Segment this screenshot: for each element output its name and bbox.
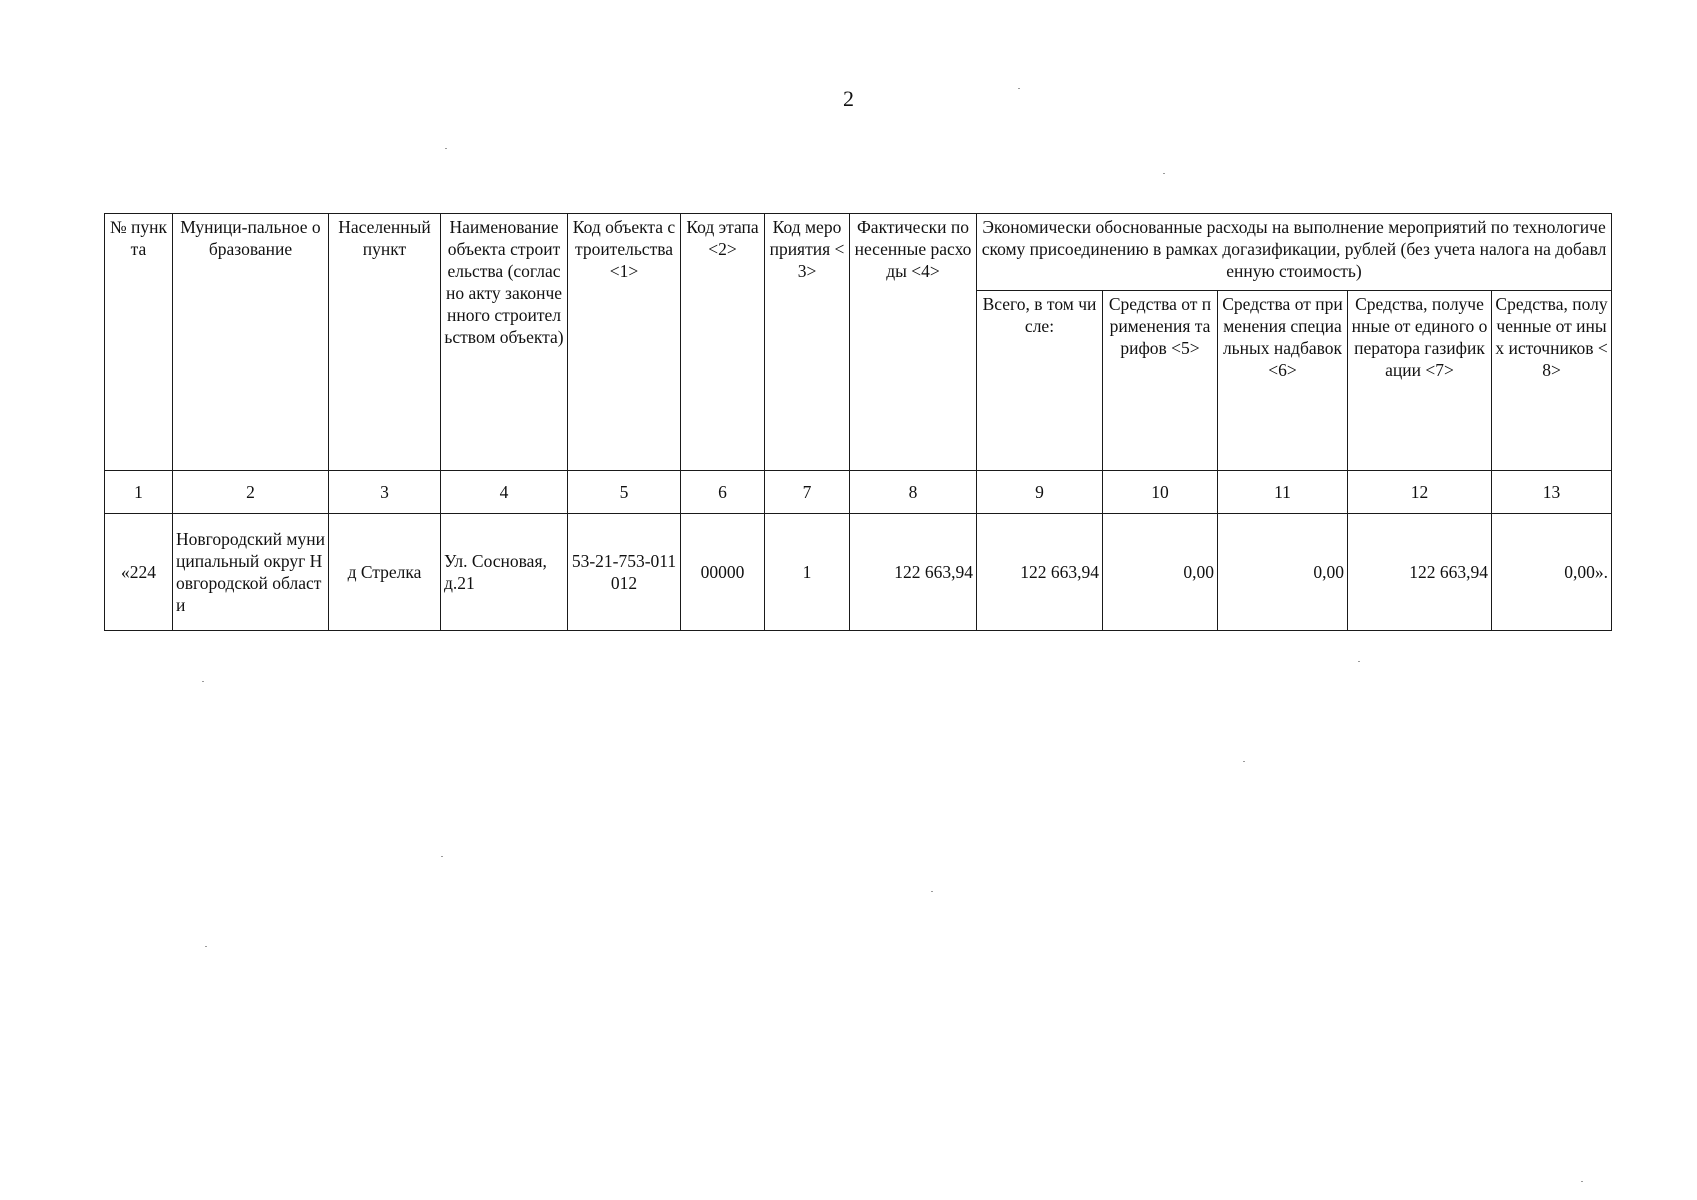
column-number: 11 xyxy=(1218,471,1348,514)
scan-speck xyxy=(202,681,204,682)
column-number: 1 xyxy=(105,471,173,514)
cell-from-other-sources: 0,00». xyxy=(1492,514,1612,631)
cell-from-gasification-operator: 122 663,94 xyxy=(1348,514,1492,631)
cell-actual-costs: 122 663,94 xyxy=(850,514,977,631)
cell-from-special-surcharges: 0,00 xyxy=(1218,514,1348,631)
cell-object-name: Ул. Сосновая, д.21 xyxy=(441,514,568,631)
header-stage-code: Код этапа <2> xyxy=(681,214,765,471)
scan-speck xyxy=(1163,173,1165,174)
scan-speck xyxy=(1243,761,1245,762)
header-settlement: Населенный пункт xyxy=(329,214,441,471)
header-row-top xyxy=(105,214,1612,291)
column-number: 5 xyxy=(568,471,681,514)
column-number-row xyxy=(105,471,1612,514)
scan-speck xyxy=(205,946,207,947)
column-number: 3 xyxy=(329,471,441,514)
column-number: 9 xyxy=(977,471,1103,514)
scan-speck xyxy=(445,148,447,149)
header-from-tariffs: Средства от применения тарифов <5> xyxy=(1103,291,1218,471)
scan-speck xyxy=(441,856,443,857)
header-from-special-surcharges: Средства от применения специальных надбавок <6> xyxy=(1218,291,1348,471)
scan-speck xyxy=(1581,1181,1583,1182)
cell-settlement: д Стрелка xyxy=(329,514,441,631)
column-number: 13 xyxy=(1492,471,1612,514)
cell-stage-code: 00000 xyxy=(681,514,765,631)
column-number: 12 xyxy=(1348,471,1492,514)
header-from-gasification-operator: Средства, полученные от единого оператора газификации <7> xyxy=(1348,291,1492,471)
cell-item-no: «224 xyxy=(105,514,173,631)
cell-measure-code: 1 xyxy=(765,514,850,631)
column-number: 2 xyxy=(173,471,329,514)
column-number: 8 xyxy=(850,471,977,514)
header-item-no: № пункта xyxy=(105,214,173,471)
header-from-other-sources: Средства, полученные от иных источников <8> xyxy=(1492,291,1612,471)
header-total: Всего, в том числе: xyxy=(977,291,1103,471)
column-number: 10 xyxy=(1103,471,1218,514)
table-row xyxy=(105,514,1612,631)
column-number: 4 xyxy=(441,471,568,514)
header-object-code: Код объекта строительства <1> xyxy=(568,214,681,471)
cell-object-code: 53-21-753-011012 xyxy=(568,514,681,631)
cell-total: 122 663,94 xyxy=(977,514,1103,631)
cell-from-tariffs: 0,00 xyxy=(1103,514,1218,631)
scan-speck xyxy=(1358,661,1360,662)
cell-municipality: Новгородский муниципальный округ Новгородской области xyxy=(173,514,329,631)
costs-table xyxy=(104,213,1612,631)
scan-speck xyxy=(1018,88,1020,89)
column-number: 6 xyxy=(681,471,765,514)
header-municipality: Муници-пальное образование xyxy=(173,214,329,471)
column-number: 7 xyxy=(765,471,850,514)
header-object-name: Наименование объекта строительства (согласно акту законченного строительством объекта) xyxy=(441,214,568,471)
page-number: 2 xyxy=(843,86,854,111)
header-actual-costs: Фактически понесенные расходы <4> xyxy=(850,214,977,471)
header-measure-code: Код мероприятия <3> xyxy=(765,214,850,471)
scan-speck xyxy=(931,891,933,892)
header-economic-costs-group: Экономически обоснованные расходы на выполнение мероприятий по технологическому присоединению в рамках догазификации, рублей (без учета налога на добавленную стоимость) xyxy=(977,214,1612,291)
